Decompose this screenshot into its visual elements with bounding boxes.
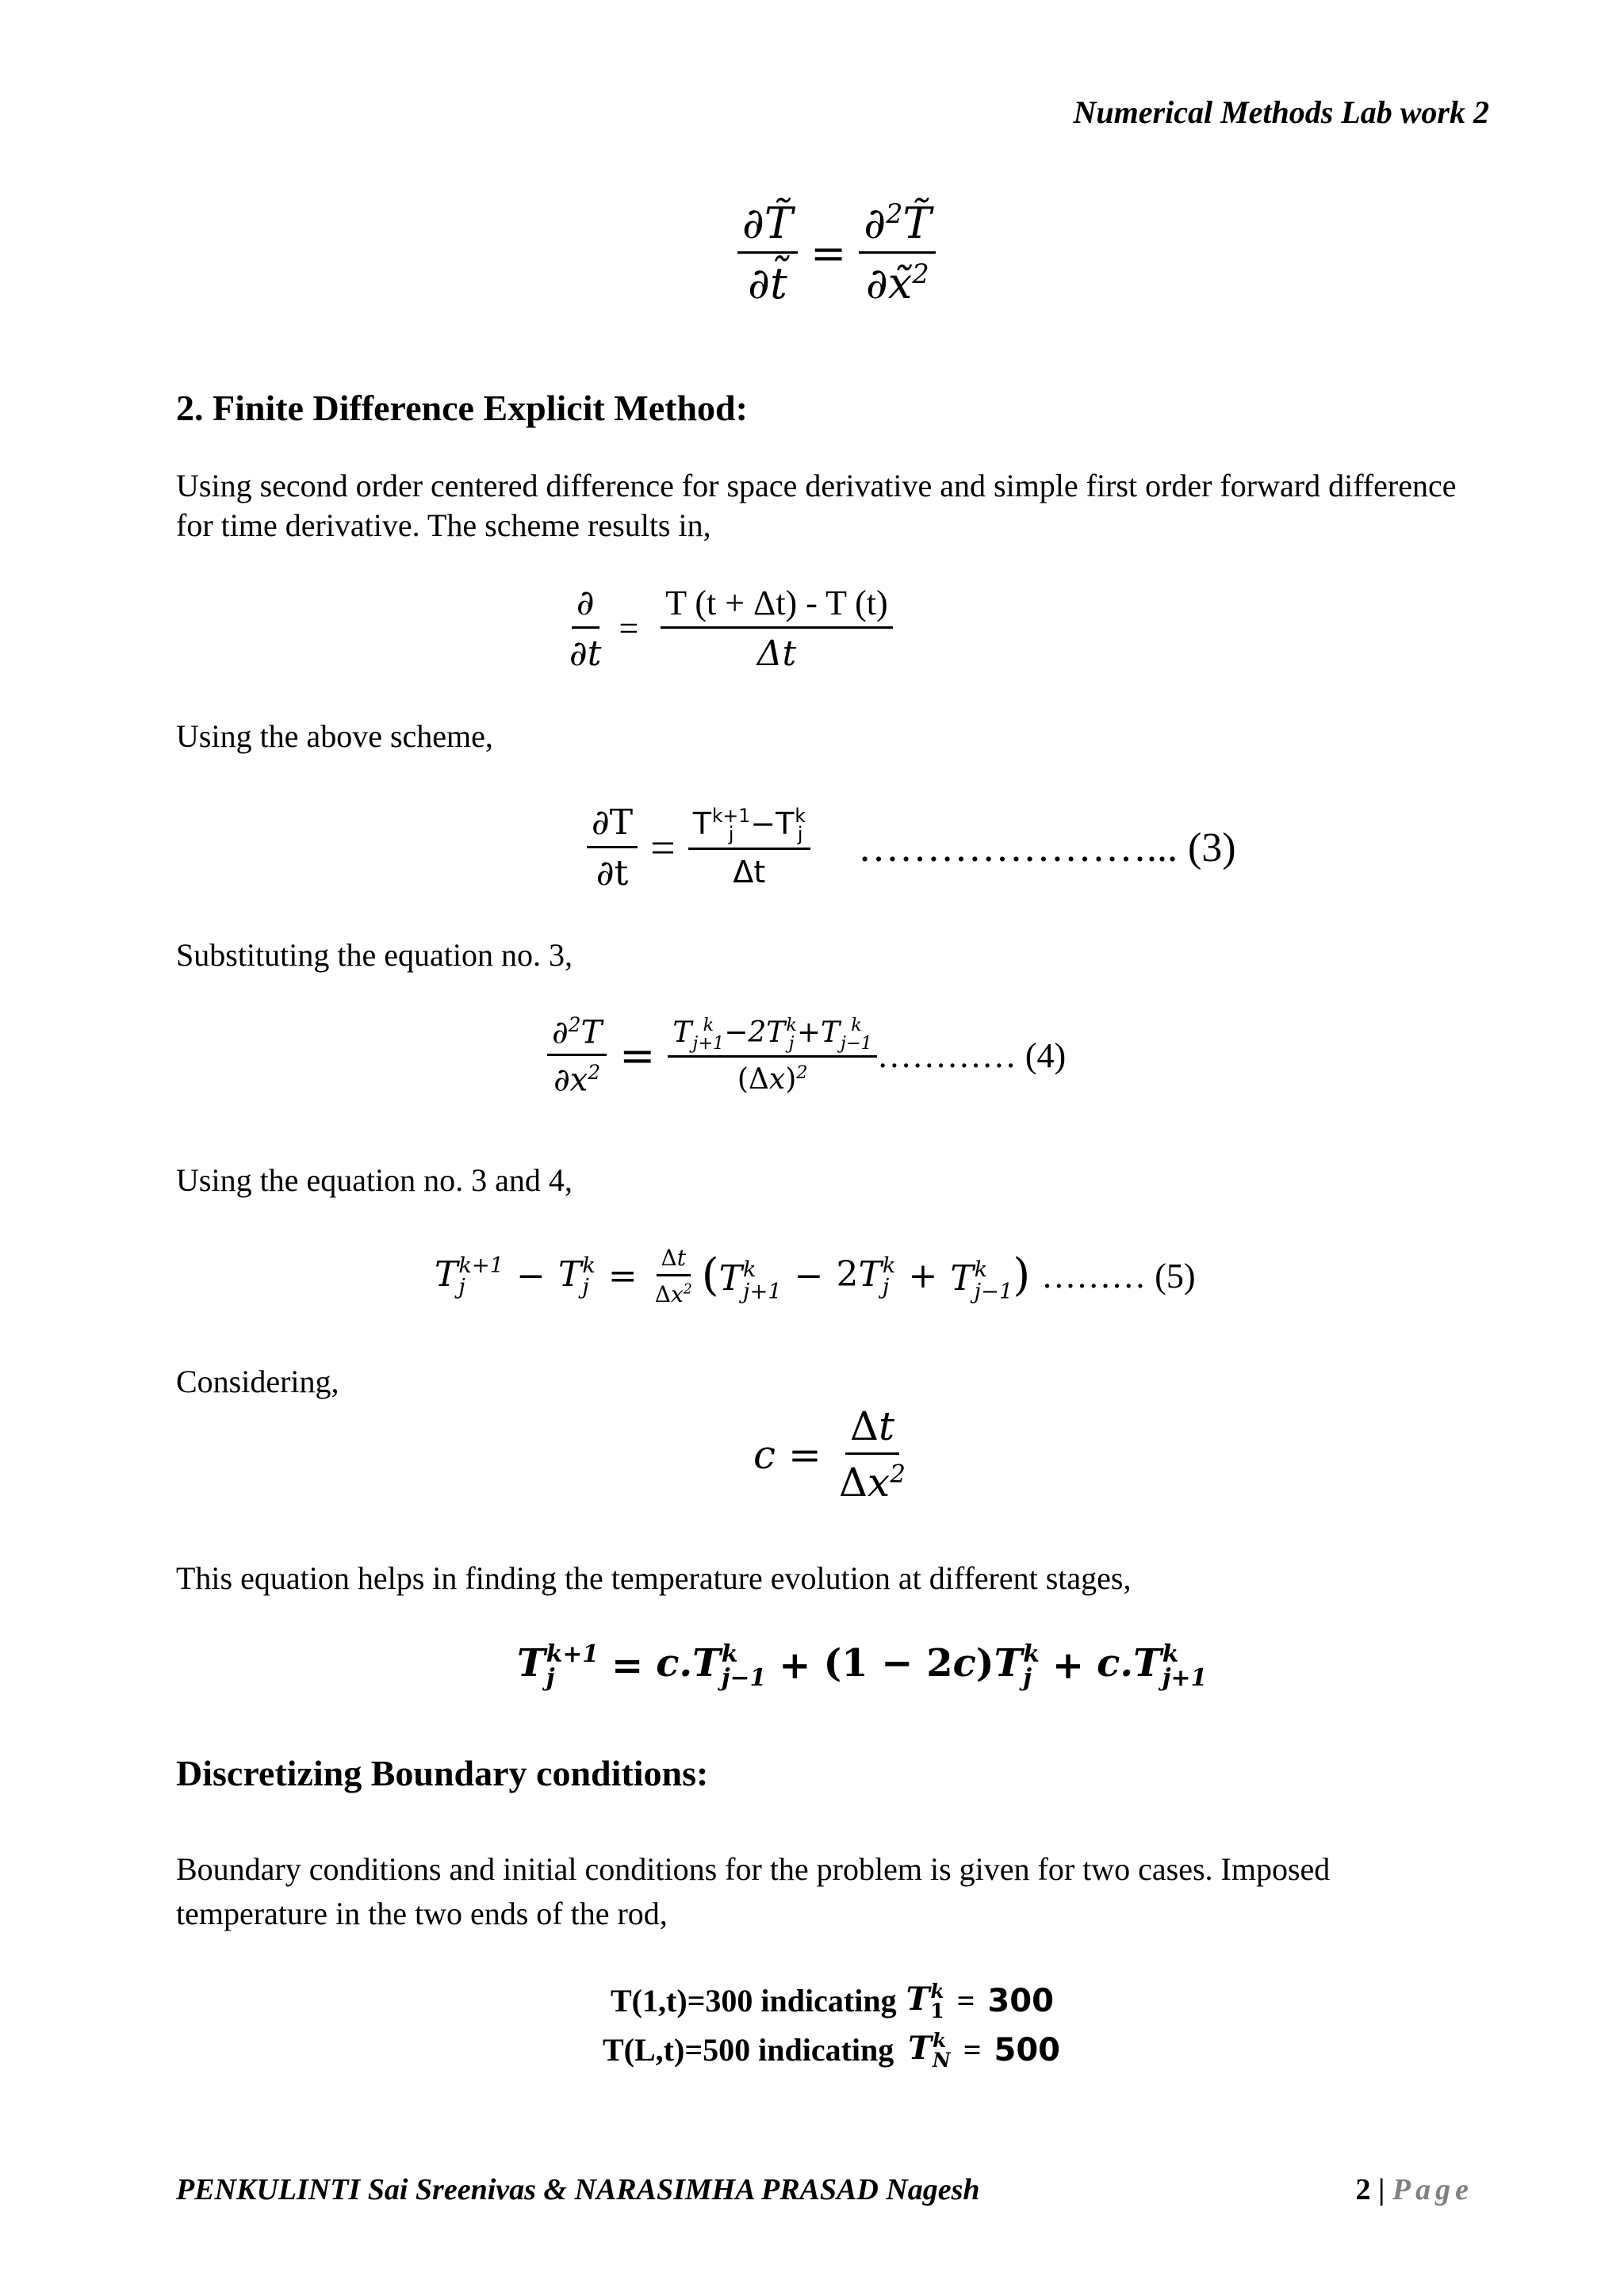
forward-difference-numerator: T (t + Δt) - T (t) — [661, 583, 892, 629]
forward-difference-equation: $\frac{\partial}{\partial t}$ = $\frac{T (t + \Delta t) - T (t)}{\Delta t}$ — [565, 583, 893, 674]
section-heading-explicit-method: 2. Finite Difference Explicit Method: — [176, 388, 748, 428]
boundary-condition-1: T(1,t)=300 indicating T k 1 = 300 — [611, 1980, 1054, 2022]
equation-5-label: ……… (5) — [1041, 1257, 1196, 1295]
using-scheme-paragraph: Using the above scheme, — [176, 718, 493, 754]
running-header: Numerical Methods Lab work 2 — [1073, 94, 1489, 130]
bc2-value: 500 — [994, 2031, 1060, 2068]
evolution-paragraph: This equation helps in finding the temperature evolution at different stages, — [176, 1560, 1132, 1596]
courant-definition: c = $\frac{\Delta t}{\Delta x^2}$ — [753, 1403, 906, 1506]
section-heading-boundary: Discretizing Boundary conditions: — [176, 1753, 709, 1793]
forward-difference-denominator: Δt — [756, 633, 797, 674]
considering-paragraph: Considering, — [176, 1364, 339, 1399]
heat-equation: $\frac{\partial T̃}{\partial t̃}$ = $\frac{\partial^2T̃}{\partial x̃^2}$ — [737, 198, 936, 308]
equation-4-label: ………… (4) — [876, 1036, 1067, 1076]
using-equations-paragraph: Using the equation no. 3 and 4, — [176, 1162, 573, 1198]
equation-3: $\frac{\partial T}{\partial t}$ = T k+1 j −T k j Δt …………………... (3) — [587, 802, 1236, 894]
page-separator: | — [1370, 2173, 1392, 2206]
page-number-value: 2 — [1355, 2173, 1371, 2206]
equation-4: $\frac{\partial^2T}{\partial x^2}$ = T k j+1 −2T k j +T k j−1 $(\Delta x)^2$ ………… (4) — [547, 1013, 1066, 1099]
equation-3-label: …………………... (3) — [857, 825, 1236, 871]
bc1-text: T(1,t)=300 indicating — [611, 1983, 897, 2019]
boundary-paragraph: Boundary conditions and initial conditions for the problem is given for two cases. Imposed temperature in the two ends of the rod, — [176, 1851, 1331, 1931]
page-number — [1356, 2172, 1473, 2207]
page-word: Page — [1392, 2173, 1473, 2206]
bc1-value: 300 — [987, 1982, 1054, 2019]
footer-authors: PENKULINTI Sai Sreenivas & NARASIMHA PRASAD Nagesh — [176, 2173, 980, 2206]
boundary-condition-2: T(L,t)=500 indicating T k N = 500 — [603, 2029, 1060, 2072]
bc2-text: T(L,t)=500 indicating — [603, 2032, 894, 2068]
update-equation: T k+1 j = c.T k j−1 + (1 − 2c)T k j + c.T k j+1 — [517, 1640, 1208, 1692]
equation-5: T k+1 j − T k j = $\frac{\Delta t}{\Delta x^2}$ (T k j+1 − 2T k j + T k j−1 ) ……… (5) — [435, 1245, 1196, 1307]
intro-paragraph: Using second order centered difference for space derivative and simple first order forward difference for time derivative. The scheme results in, — [176, 468, 1457, 543]
substituting-paragraph: Substituting the equation no. 3, — [176, 937, 573, 973]
